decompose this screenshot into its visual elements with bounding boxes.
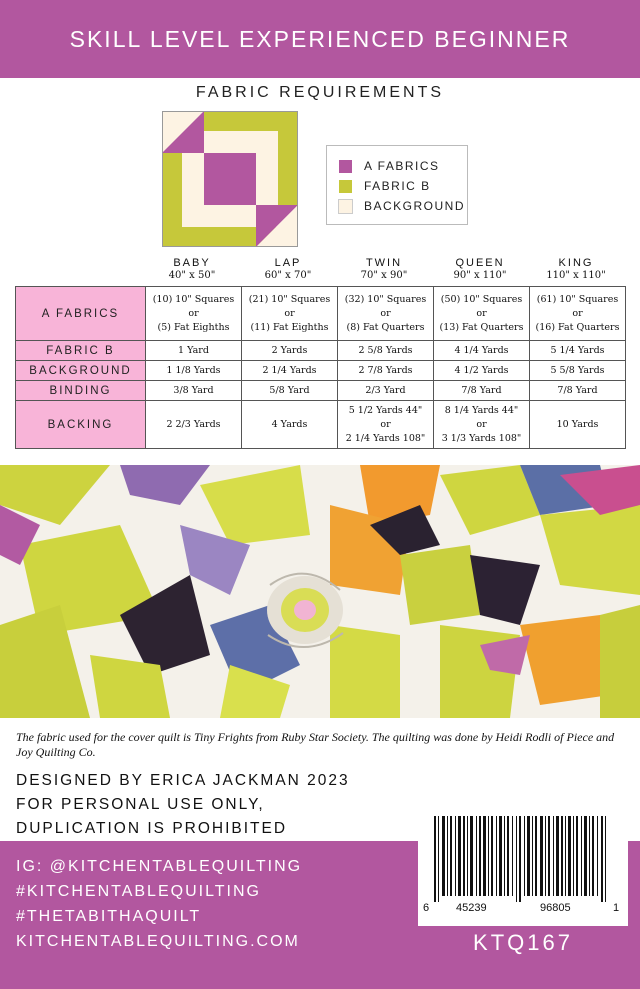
swatch-a-fabrics [339,160,352,173]
table-row [16,381,626,401]
quilt-photo [0,465,640,718]
row-label: FABRIC B [16,341,146,361]
table-cell: 5 1/4 Yards [530,341,626,361]
fabric-requirements-title: FABRIC REQUIREMENTS [195,84,445,101]
credit-line: DUPLICATION IS PROHIBITED [16,820,288,837]
size-dims: 40" x 50" [168,270,216,281]
size-dims: 70" x 90" [360,270,408,281]
table-cell: 2 5/8 Yards [338,341,434,361]
row-label: BACKING [16,401,146,449]
size-dims: 110" x 110" [546,270,606,281]
quilt-block-diagram [162,111,298,247]
credit-line: DESIGNED BY ERICA JACKMAN 2023 [16,772,350,789]
size-name: KING [558,257,594,269]
table-cell: 5 5/8 Yards [530,361,626,381]
swatch-fabric-b [339,180,352,193]
row-label: A FABRICS [16,287,146,341]
product-code: KTQ167 [473,930,573,955]
table-cell: 1 Yard [146,341,242,361]
hashtag: #KITCHENTABLEQUILTING [16,883,261,900]
table-cell: 5 1/2 Yards 44" or 2 1/4 Yards 108" [338,401,434,449]
table-cell: 7/8 Yard [434,381,530,401]
legend-item [339,156,467,176]
barcode [418,812,628,926]
size-header-king [521,257,631,281]
hashtag: #THETABITHAQUILT [16,908,202,925]
size-header-queen [425,257,535,281]
table-cell: 4 1/2 Yards [434,361,530,381]
barcode-icon [418,812,628,904]
size-header-baby [137,257,247,281]
legend-label: A FABRICS [364,159,440,173]
table-cell: (10) 10" Squares or (5) Fat Eighths [146,287,242,341]
swatch-background [339,200,352,213]
social-links [16,854,302,954]
table-cell: 4 1/4 Yards [434,341,530,361]
fabric-legend [326,145,468,225]
table-cell: (21) 10" Squares or (11) Fat Eighths [242,287,338,341]
quilt-photo-illustration [0,465,640,718]
barcode-digits: 96805 [540,902,571,914]
table-cell: 2 1/4 Yards [242,361,338,381]
size-name: LAP [274,257,302,269]
barcode-digits: 45239 [456,902,487,914]
barcode-digit: 6 [423,902,430,914]
table-row [16,287,626,341]
table-cell: (50) 10" Squares or (13) Fat Quarters [434,287,530,341]
legend-label: FABRIC B [364,179,431,193]
design-credits [16,769,350,841]
table-row [16,401,626,449]
table-row [16,341,626,361]
table-cell: 2 2/3 Yards [146,401,242,449]
fabric-requirements-table [15,286,626,449]
legend-item [339,196,467,216]
table-cell: 8 1/4 Yards 44" or 3 1/3 Yards 108" [434,401,530,449]
table-cell: 2/3 Yard [338,381,434,401]
table-cell: 1 1/8 Yards [146,361,242,381]
row-label: BACKGROUND [16,361,146,381]
skill-level-banner [0,0,640,78]
size-dims: 90" x 110" [453,270,507,281]
size-name: BABY [173,257,211,269]
row-label: BINDING [16,381,146,401]
table-cell: 2 Yards [242,341,338,361]
website-link[interactable]: KITCHENTABLEQUILTING.COM [16,933,300,950]
size-dims: 60" x 70" [264,270,312,281]
skill-level-text: SKILL LEVEL EXPERIENCED BEGINNER [69,26,571,52]
fabric-caption: The fabric used for the cover quilt is Tiny Frights from Ruby Star Society. The quilting was done by Heidi Rodli of Piece and Joy Quilting Co. [16,730,615,759]
legend-label: BACKGROUND [364,199,466,213]
size-name: TWIN [365,257,403,269]
barcode-digit: 1 [613,902,620,914]
table-cell: (61) 10" Squares or (16) Fat Quarters [530,287,626,341]
size-header-lap [233,257,343,281]
credit-line: FOR PERSONAL USE ONLY, [16,796,265,813]
table-cell: 2 7/8 Yards [338,361,434,381]
table-cell: 4 Yards [242,401,338,449]
table-row [16,361,626,381]
table-cell: (32) 10" Squares or (8) Fat Quarters [338,287,434,341]
table-cell: 3/8 Yard [146,381,242,401]
instagram-handle[interactable]: IG: @KITCHENTABLEQUILTING [16,858,303,875]
size-header-twin [329,257,439,281]
legend-item [339,176,467,196]
table-cell: 7/8 Yard [530,381,626,401]
size-name: QUEEN [455,257,505,269]
table-cell: 10 Yards [530,401,626,449]
table-cell: 5/8 Yard [242,381,338,401]
